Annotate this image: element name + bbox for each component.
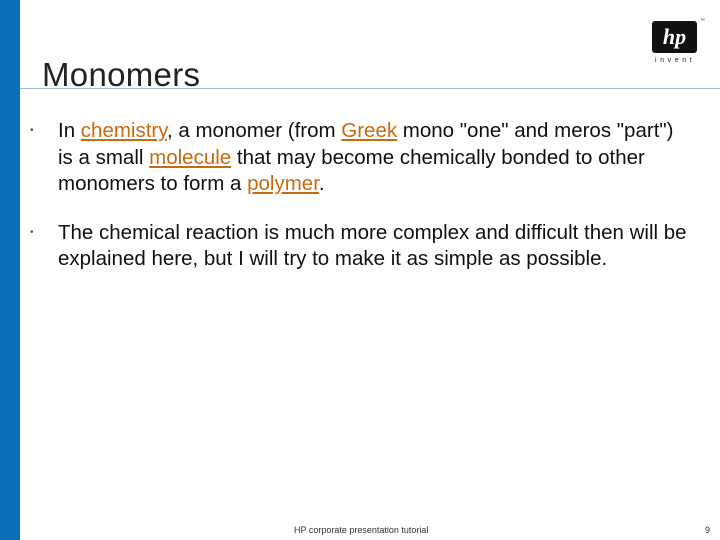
logo-tagline: invent <box>655 57 696 64</box>
bullet-text: The chemical reaction is much more complex and difficult then will be explained here, but I will try to make it as simple as possible. <box>58 220 687 270</box>
slide-title: Monomers <box>42 56 201 93</box>
hyperlink-greek[interactable]: Greek <box>341 119 398 142</box>
bullet-item <box>30 118 690 198</box>
left-accent-bar <box>0 0 20 540</box>
bullet-text: mono "one" and meros "part") is a small <box>58 119 674 169</box>
bullet-marker: • <box>30 226 34 238</box>
bullet-text: , a monomer (from <box>166 119 342 142</box>
page-number: 9 <box>705 525 711 535</box>
hyperlink-molecule[interactable]: molecule <box>149 145 232 169</box>
hp-logo-icon <box>652 21 697 53</box>
bullet-text: that may become chemically bonded to other monomers to form a <box>58 145 645 195</box>
bullet-text: . <box>318 172 325 195</box>
hyperlink-polymer[interactable]: polymer <box>247 172 319 195</box>
bullet-list <box>30 118 690 295</box>
bullet-marker: • <box>30 125 34 136</box>
trademark-mark: ™ <box>700 18 705 24</box>
bullet-text: In <box>58 119 81 142</box>
bullet-item <box>30 220 690 273</box>
hyperlink-chemistry[interactable]: chemistry <box>80 119 167 142</box>
hp-logo-text: hp <box>662 24 687 49</box>
footer-caption: HP corporate presentation tutorial <box>294 525 429 535</box>
